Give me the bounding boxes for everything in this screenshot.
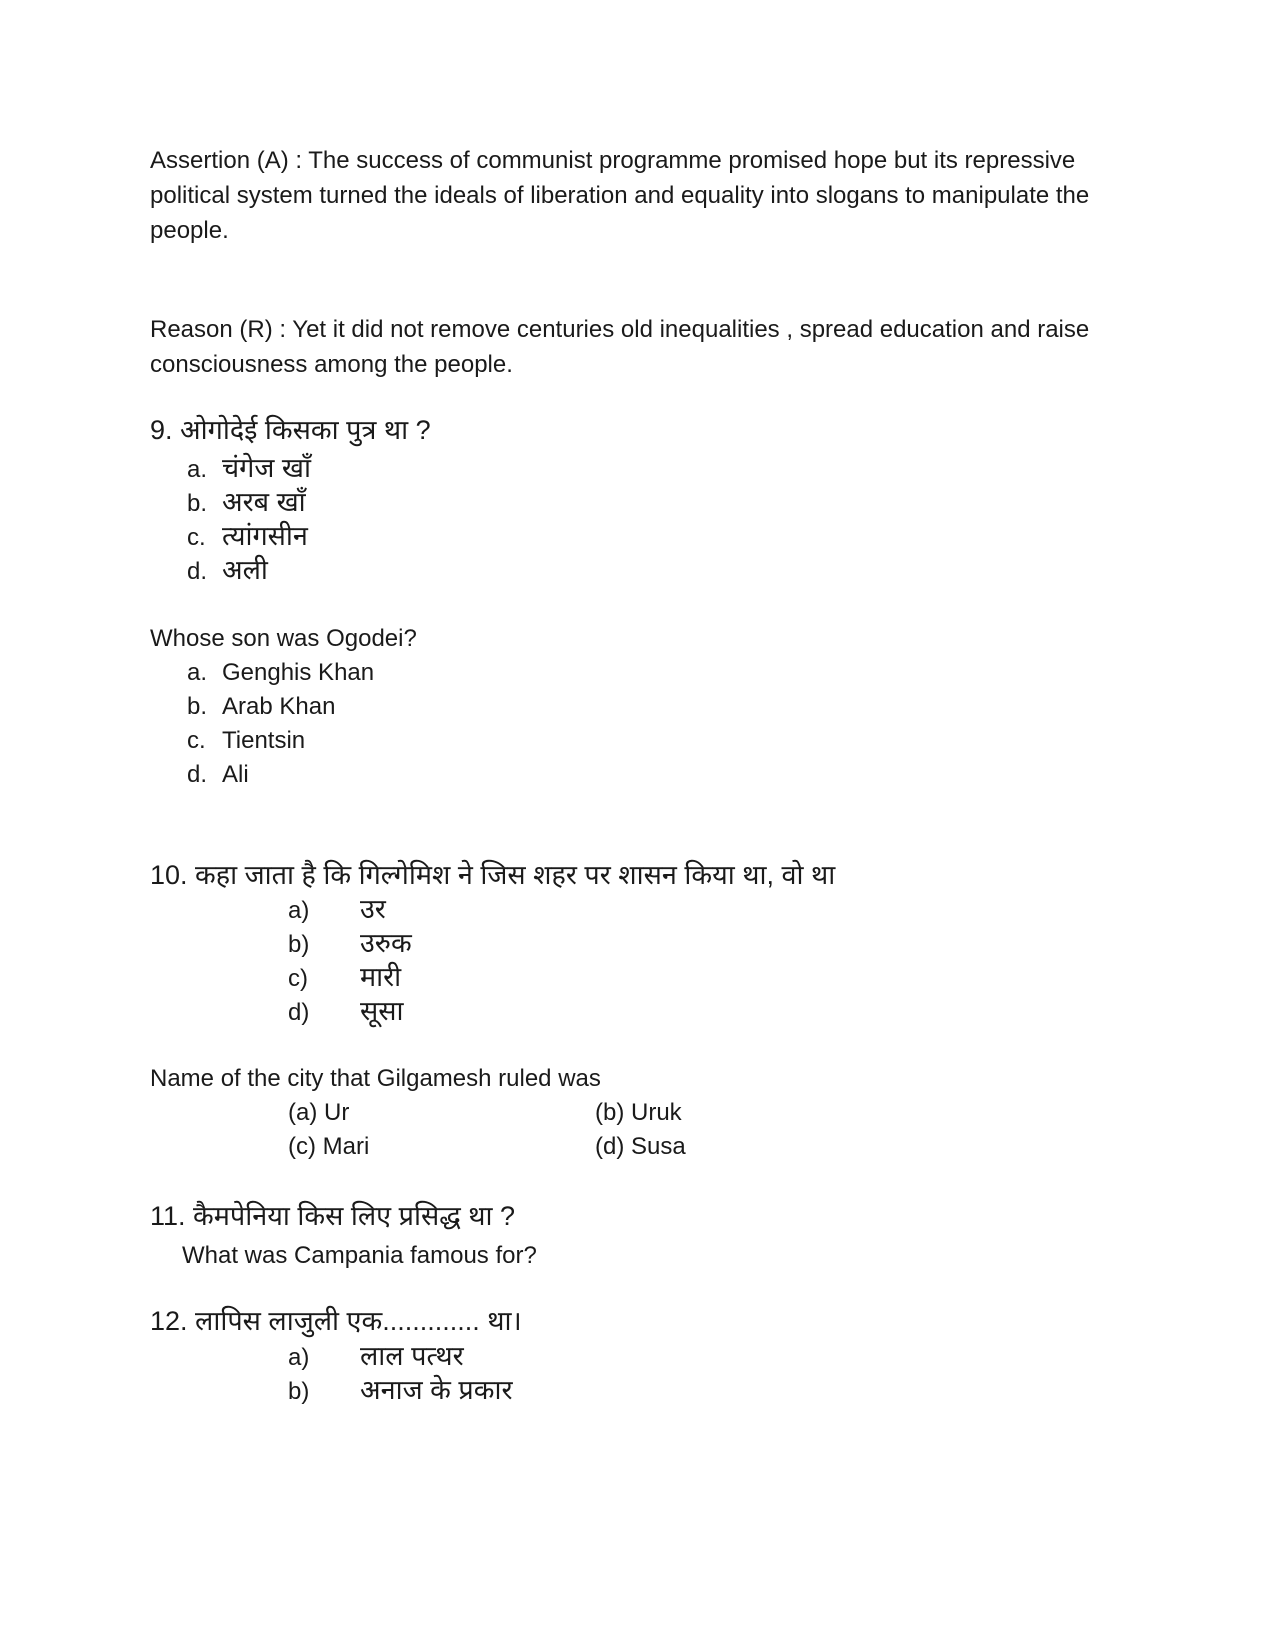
option-text: उर bbox=[360, 894, 386, 924]
option-letter: c) bbox=[288, 965, 308, 992]
option-letter: a) bbox=[288, 897, 310, 924]
option-text: त्यांगसीन bbox=[222, 521, 308, 551]
option-text: Tientsin bbox=[222, 727, 306, 754]
assertion-text: Assertion (A) : The success of communist programme promised hope but its repressive political system turned the ideals of liberation and equality into slogans to manipulate the people. bbox=[150, 147, 1090, 244]
q10-english-option: (b) Uruk bbox=[595, 1099, 682, 1126]
option-letter: a. bbox=[187, 659, 208, 686]
q10-hindi-question: 10. कहा जाता है कि गिल्गेमिश ने जिस शहर पर शासन किया था, वो था bbox=[150, 860, 836, 890]
option-letter: c. bbox=[187, 727, 206, 754]
option-text: मारी bbox=[360, 962, 402, 992]
option-text: अनाज के प्रकार bbox=[360, 1375, 513, 1405]
option-letter: a. bbox=[187, 456, 208, 483]
option-letter: a) bbox=[288, 1344, 310, 1371]
q10-english-option: (a) Ur bbox=[288, 1099, 350, 1126]
q9-hindi-question: 9. ओगोदेई किसका पुत्र था ? bbox=[150, 415, 431, 445]
option-letter: b) bbox=[288, 1378, 310, 1405]
option-letter: c. bbox=[187, 524, 206, 551]
q11-english-question: What was Campania famous for? bbox=[182, 1242, 537, 1269]
option-letter: b. bbox=[187, 693, 208, 720]
q11-hindi-question: 11. कैमपेनिया किस लिए प्रसिद्ध था ? bbox=[150, 1201, 516, 1231]
option-text: उरुक bbox=[360, 928, 412, 958]
reason-text: Reason (R) : Yet it did not remove centuries old inequalities , spread education and raise consciousness among the people. bbox=[150, 316, 1090, 378]
q10-english-question: Name of the city that Gilgamesh ruled was bbox=[150, 1065, 601, 1092]
option-text: अरब खाँ bbox=[222, 487, 306, 517]
option-text: चंगेज खाँ bbox=[222, 453, 311, 483]
option-letter: d) bbox=[288, 999, 310, 1026]
option-letter: b) bbox=[288, 931, 310, 958]
option-text: Arab Khan bbox=[222, 693, 336, 720]
q9-english-question: Whose son was Ogodei? bbox=[150, 625, 417, 652]
option-letter: b. bbox=[187, 490, 208, 517]
option-letter: d. bbox=[187, 761, 208, 788]
option-text: Ali bbox=[222, 761, 249, 788]
q10-english-option: (d) Susa bbox=[595, 1133, 686, 1160]
option-text: Genghis Khan bbox=[222, 659, 375, 686]
q10-english-option: (c) Mari bbox=[288, 1133, 370, 1160]
option-text: लाल पत्थर bbox=[360, 1341, 464, 1371]
option-text: अली bbox=[222, 555, 268, 585]
option-letter: d. bbox=[187, 558, 208, 585]
option-text: सूसा bbox=[360, 996, 404, 1026]
q12-hindi-question: 12. लापिस लाजुली एक............. था। bbox=[150, 1306, 522, 1336]
